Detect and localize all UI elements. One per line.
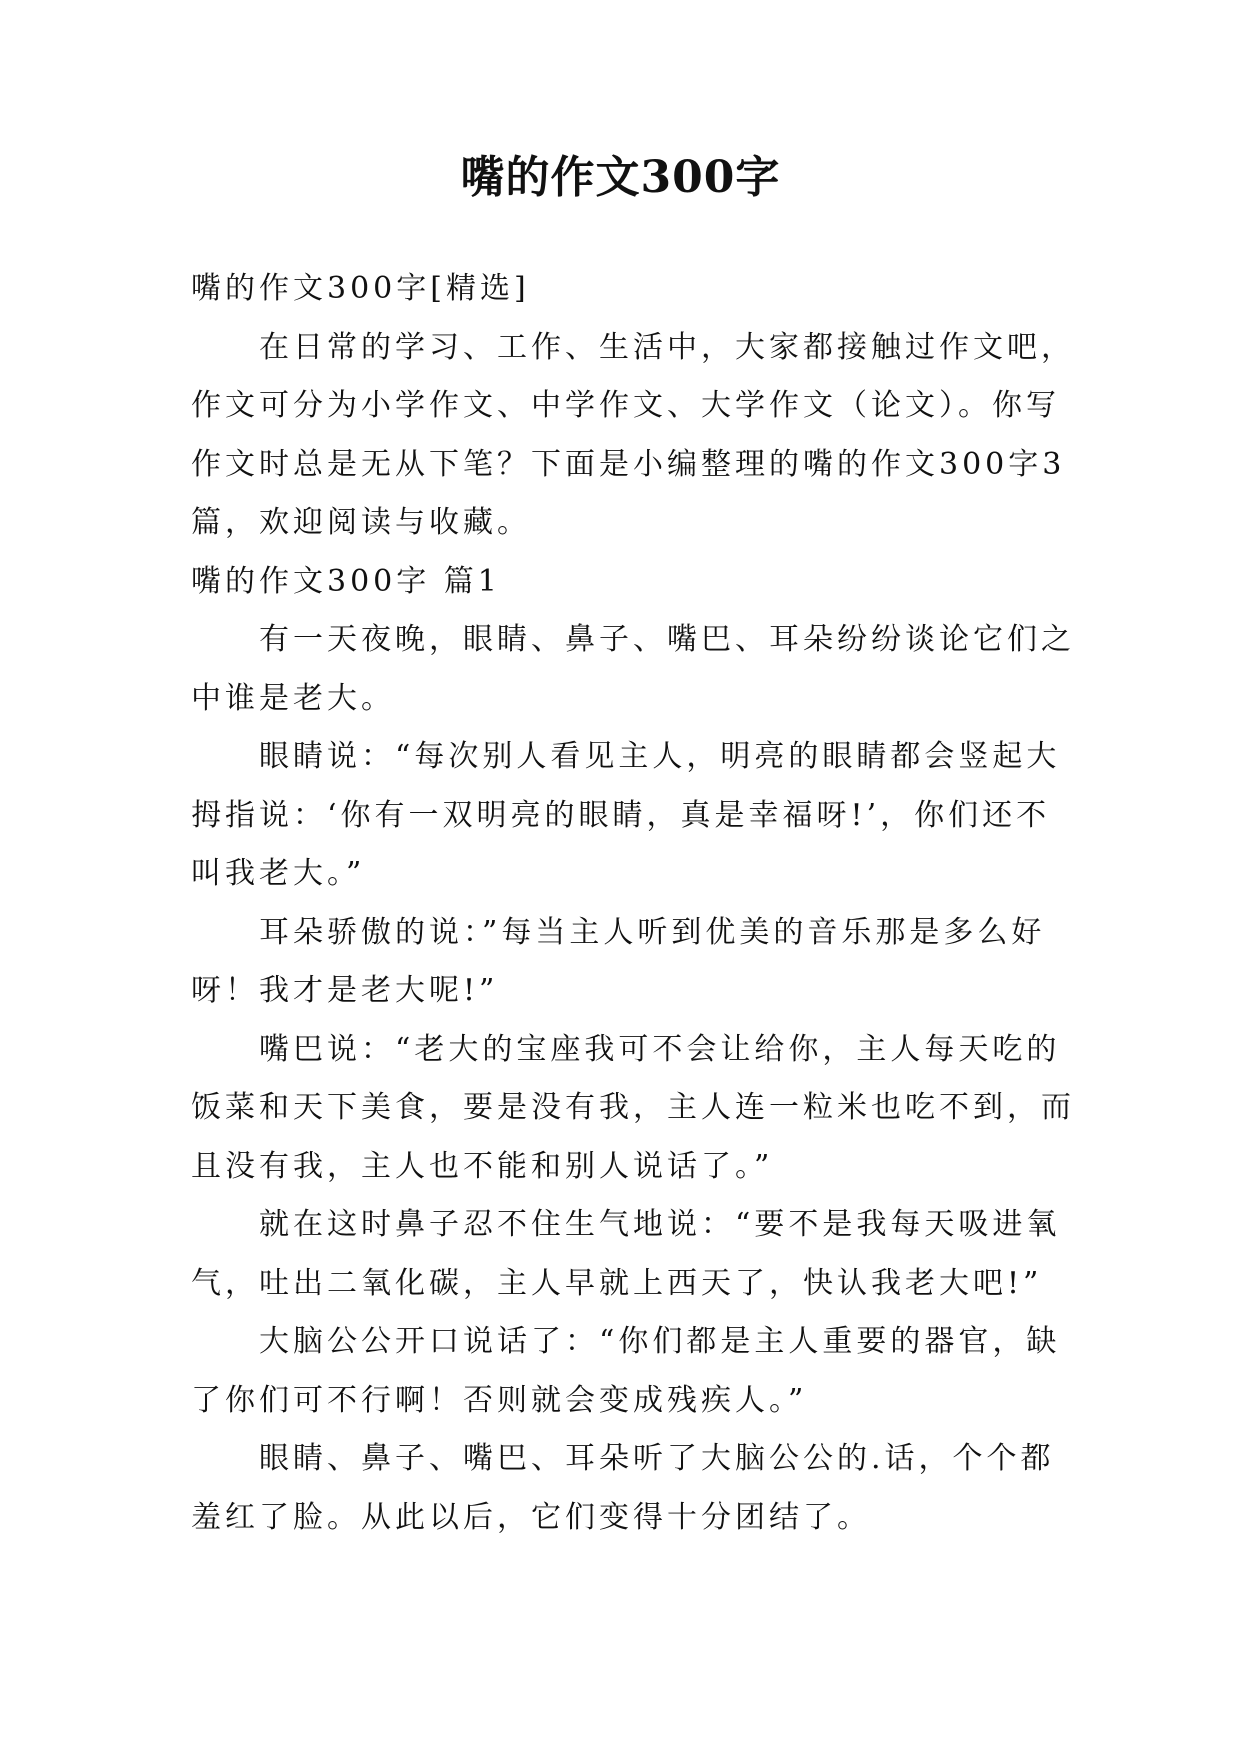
document-title: 嘴的作文300字 [460, 152, 781, 203]
paragraph-line: 作文可分为小学作文、中学作文、大学作文（论文）。你写 [191, 388, 1060, 423]
paragraph-line: 眼睛、鼻子、嘴巴、耳朵听了大脑公公的.话，个个都 [191, 1441, 1055, 1476]
paragraph-line: 大脑公公开口说话了：“你们都是主人重要的器官，缺 [191, 1324, 1061, 1359]
paragraph-line: 耳朵骄傲的说：”每当主人听到优美的音乐那是多么好 [191, 914, 1046, 950]
paragraph-line: 拇指说：‘你有一双明亮的眼睛，真是幸福呀!’，你们还不 [191, 797, 1051, 833]
paragraph-line: 有一天夜晚，眼睛、鼻子、嘴巴、耳朵纷纷谈论它们之 [191, 622, 1075, 657]
paragraph-line: 呀！我才是老大呢!” [191, 973, 499, 1008]
paragraph-line: 且没有我，主人也不能和别人说话了。” [191, 1148, 774, 1184]
subtitle-line: 嘴的作文300字[精选] [191, 271, 530, 306]
paragraph-line: 气，吐出二氧化碳，主人早就上西天了，快认我老大吧!” [191, 1265, 1043, 1301]
paragraph-line: 就在这时鼻子忍不住生气地说：“要不是我每天吸进氧 [191, 1207, 1061, 1242]
paragraph-line: 了你们可不行啊！否则就会变成残疾人。” [191, 1382, 808, 1418]
section-heading: 嘴的作文300字 篇1 [191, 563, 501, 599]
paragraph-line: 在日常的学习、工作、生活中，大家都接触过作文吧， [191, 329, 1075, 365]
paragraph-line: 羞红了脸。从此以后，它们变得十分团结了。 [191, 1499, 871, 1535]
paragraph-line: 饭菜和天下美食，要是没有我，主人连一粒米也吃不到，而 [191, 1090, 1075, 1125]
paragraph-line: 中谁是老大。 [191, 680, 395, 716]
paragraph-line: 叫我老大。” [191, 856, 366, 891]
paragraph-line: 篇，欢迎阅读与收藏。 [191, 505, 531, 540]
document-body [191, 260, 1075, 1547]
paragraph-line: 眼睛说：“每次别人看见主人，明亮的眼睛都会竖起大 [191, 739, 1061, 774]
paragraph-line: 嘴巴说：“老大的宝座我可不会让给你，主人每天吃的 [191, 1031, 1061, 1067]
paragraph-line: 作文时总是无从下笔？下面是小编整理的嘴的作文300字3 [191, 446, 1066, 482]
